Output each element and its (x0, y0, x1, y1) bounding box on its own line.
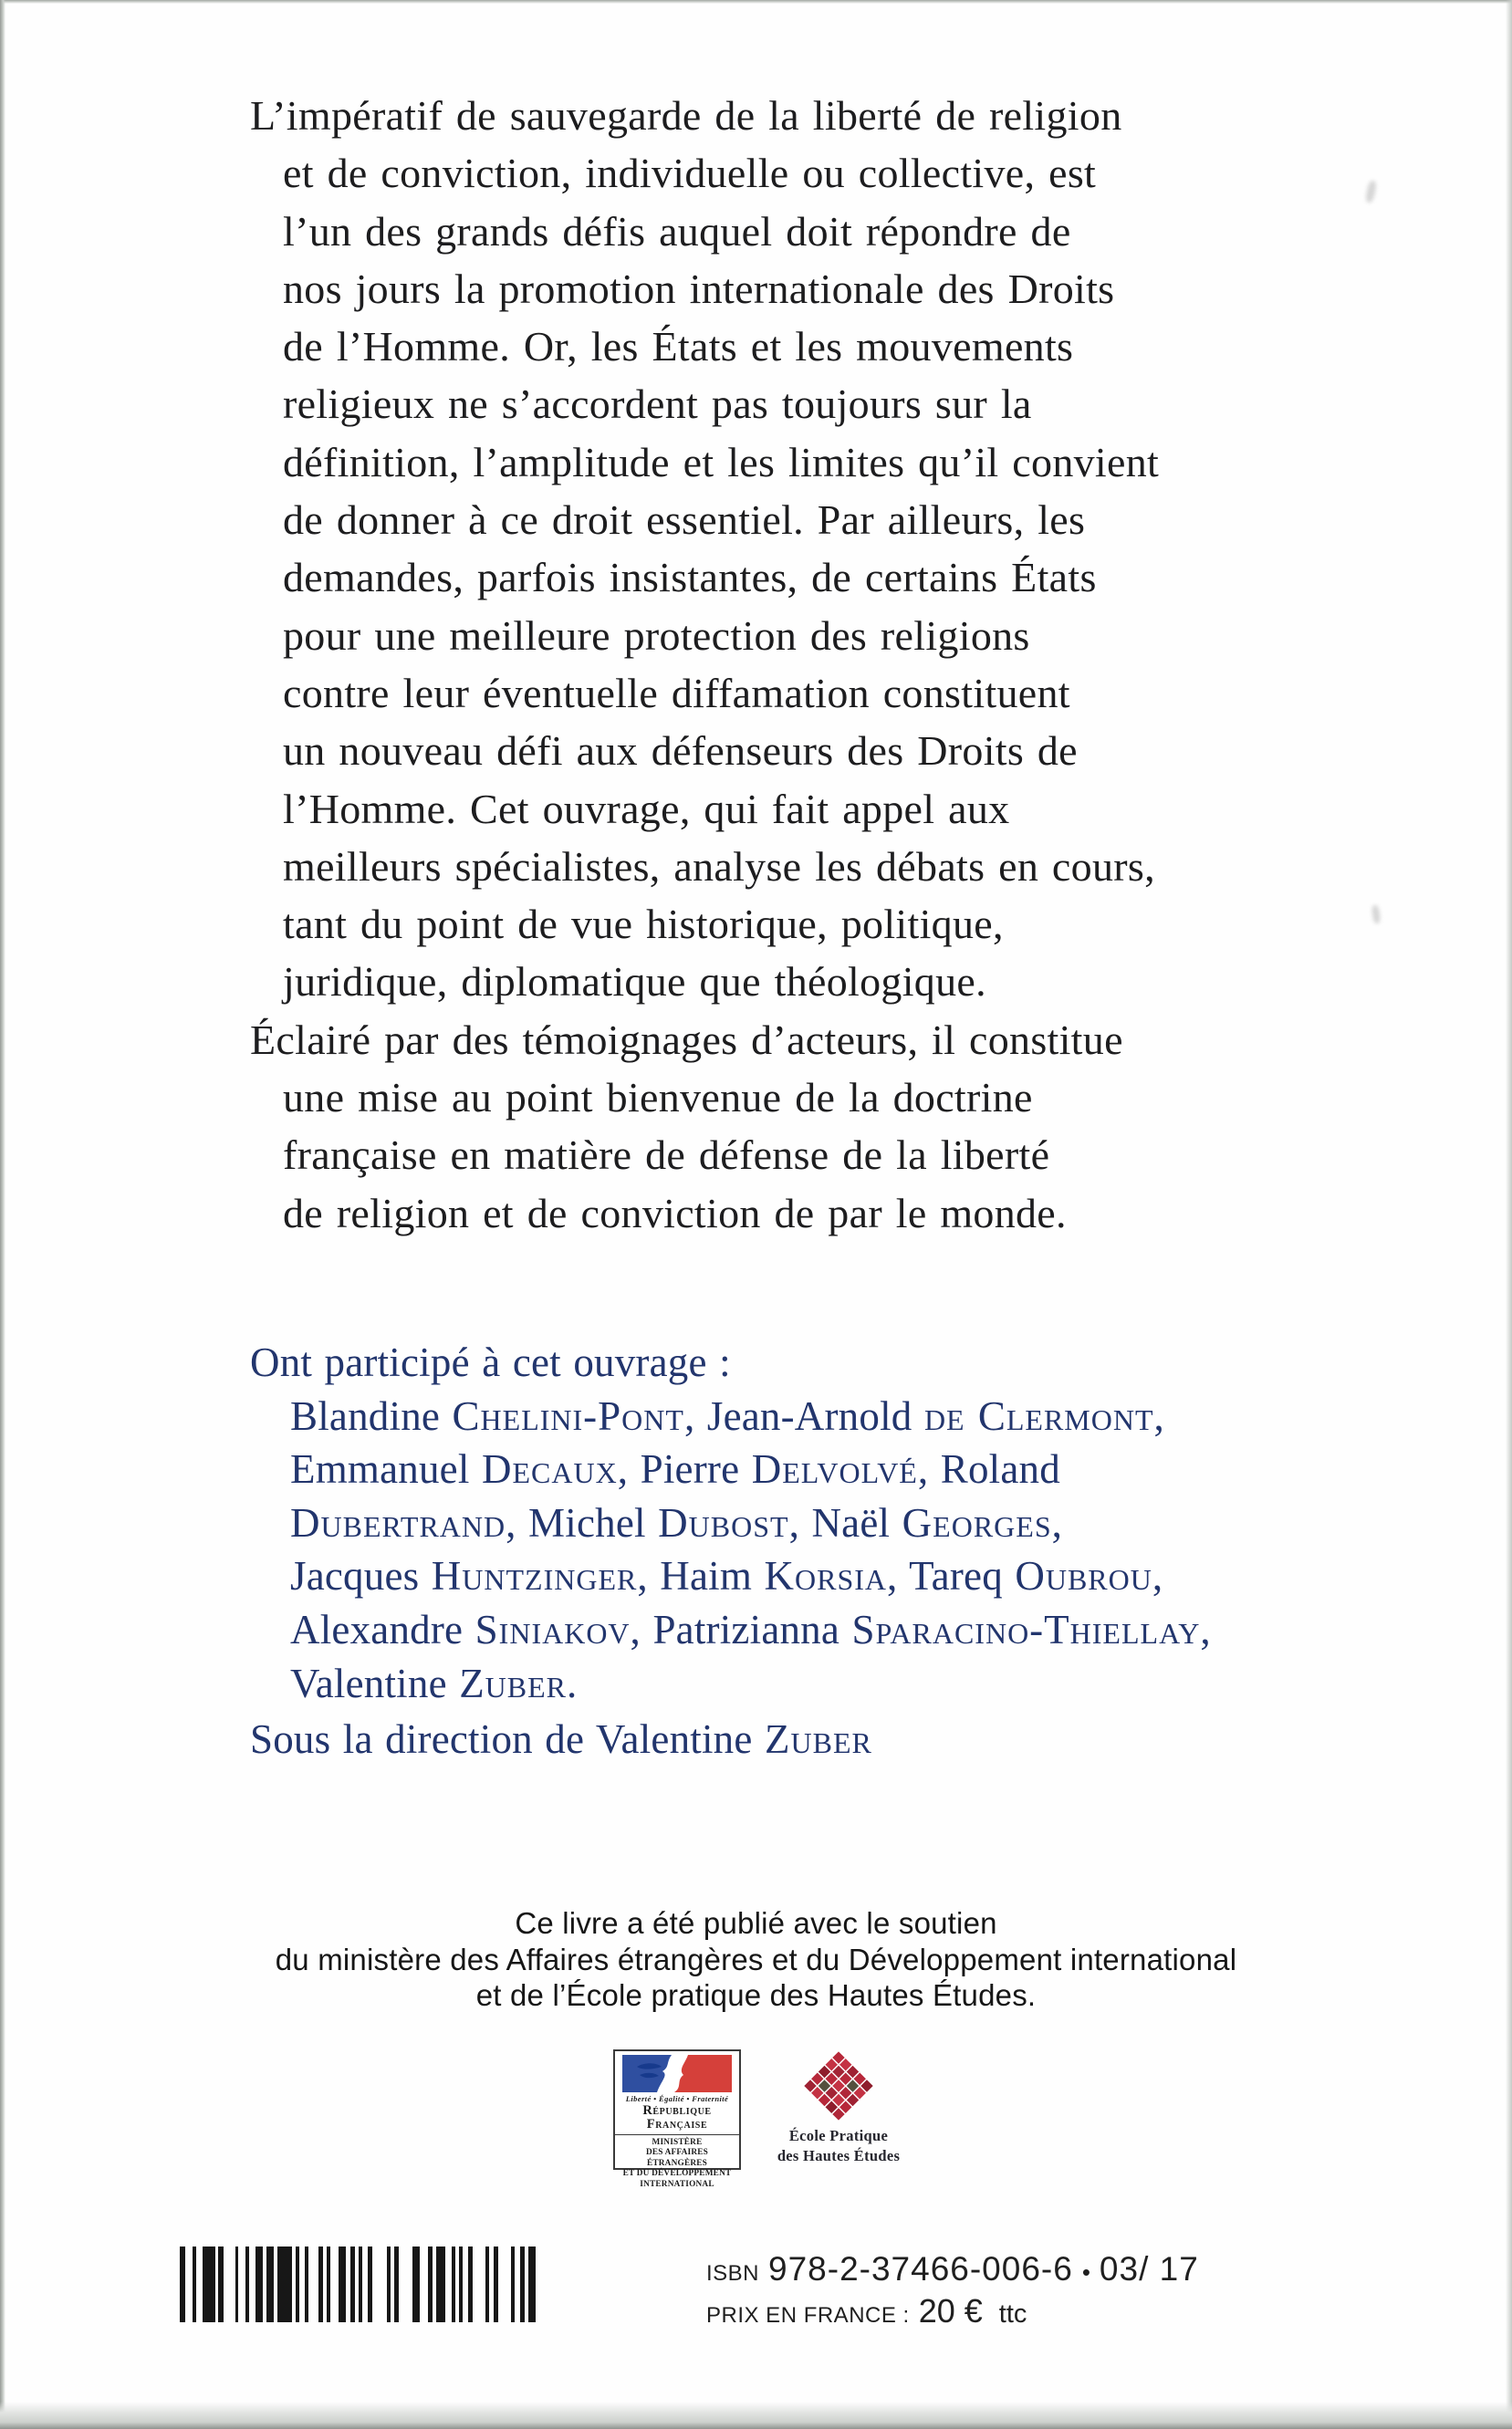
contributor-surname: Zuber (765, 1716, 872, 1763)
isbn-value: 978-2-37466-006-6 (768, 2250, 1073, 2288)
synopsis-line: de l’Homme. Or, les États et les mouvements (283, 323, 1074, 370)
contributor-line (290, 1443, 1211, 1496)
synopsis-line: tant du point de vue historique, politique, (283, 901, 1004, 948)
support-line: Ce livre a été publié avec le soutien (515, 1906, 997, 1940)
bullet-separator: • (1081, 2258, 1090, 2286)
contributor-text: , Tareq (887, 1553, 1016, 1600)
contributor-text: , Roland (917, 1446, 1060, 1493)
contributors-section (250, 1336, 1211, 1767)
support-line: et de l’École pratique des Hautes Études. (475, 1978, 1037, 2013)
scan-artifact (1371, 905, 1382, 924)
contributor-text: , (1152, 1553, 1163, 1600)
contributor-text: , (1051, 1499, 1063, 1546)
contributor-surname: Zuber (459, 1660, 568, 1706)
scan-edge-bottom (0, 2402, 1512, 2429)
contributor-line (290, 1657, 1211, 1711)
ministry-line: DES AFFAIRES ÉTRANGÈRES (645, 2148, 709, 2168)
synopsis-line: l’un des grands défis auquel doit répondre de (283, 207, 1071, 255)
contributor-text: Emmanuel (290, 1446, 482, 1493)
french-flag-marianne-icon (620, 2054, 734, 2093)
contributor-surname: Sparacino-Thiellay (851, 1606, 1201, 1652)
contributors-heading: Ont participé à cet ouvrage : (250, 1340, 731, 1385)
synopsis-line: de religion et de conviction de par le monde. (283, 1189, 1067, 1236)
ministry-line: INTERNATIONAL (640, 2179, 714, 2189)
contributor-surname: Georges (902, 1499, 1052, 1546)
contributor-line (290, 1390, 1211, 1444)
synopsis-line: meilleurs spécialistes, analyse les débats en cours, (283, 842, 1155, 890)
ephe-diamond-grid (804, 2051, 872, 2120)
ministry-motto: Liberté • Égalité • Fraternité (625, 2094, 729, 2103)
contributor-surname: Dubertrand (290, 1499, 506, 1546)
ephe-name-line2: des Hautes Études (777, 2146, 901, 2164)
ministry-lines (615, 2138, 739, 2190)
contributor-text: , Patrizianna (630, 1606, 852, 1652)
contributor-text: Alexandre (290, 1606, 475, 1652)
ministry-logo (613, 2049, 741, 2189)
scan-edge-left (0, 0, 5, 2429)
contributor-surname: Huntzinger (431, 1553, 638, 1600)
scan-edge-right (1506, 0, 1512, 2429)
contributor-surname: Siniakov (474, 1606, 631, 1652)
contributor-surname: Korsia (764, 1553, 888, 1600)
ministry-divider (615, 2134, 739, 2135)
price-suffix: ttc (998, 2299, 1027, 2329)
contributor-text: Valentine (290, 1660, 460, 1706)
edition-date: 03/ 17 (1099, 2250, 1199, 2288)
scan-artifact (1365, 180, 1378, 203)
isbn-line (706, 2250, 1199, 2288)
synopsis-line: un nouveau défi aux défenseurs des Droits de (283, 727, 1078, 775)
synopsis-line: demandes, parfois insistantes, de certains États (283, 554, 1097, 601)
ministry-line: ET DU DÉVELOPPEMENT (622, 2169, 732, 2179)
barcode (180, 2247, 536, 2322)
contributor-line (290, 1603, 1211, 1657)
isbn-label: ISBN (706, 2261, 760, 2286)
contributor-lines (290, 1390, 1211, 1711)
contributor-surname: Oubrou (1015, 1553, 1152, 1600)
direction-line (250, 1713, 1211, 1767)
synopsis-line: contre leur éventuelle diffamation constituent (283, 669, 1070, 716)
synopsis-line: de donner à ce droit essentiel. Par ailleurs, les (283, 496, 1086, 544)
republic-name: République Française (642, 2103, 712, 2132)
contributor-line (290, 1496, 1211, 1550)
contributor-text: , Pierre (617, 1446, 752, 1493)
synopsis-line: et de conviction, individuelle ou collective, est (283, 150, 1097, 197)
ephe-name (766, 2126, 912, 2165)
synopsis-line: religieux ne s’accordent pas toujours sur la (283, 381, 1032, 428)
synopsis-line: une mise au point bienvenue de la doctrine (283, 1074, 1033, 1121)
ephe-diamond-icon (802, 2050, 875, 2121)
price-value: 20 € (918, 2292, 983, 2330)
synopsis-line: l’Homme. Cet ouvrage, qui fait appel aux (283, 785, 1010, 832)
contributor-text: . (567, 1660, 578, 1706)
synopsis-line: L’impératif de sauvegarde de la liberté de religion (250, 92, 1122, 139)
ministry-line: MINISTÈRE (652, 2138, 703, 2147)
contributor-surname: Dubost (658, 1499, 789, 1546)
synopsis-line: pour une meilleure protection des religions (283, 611, 1030, 659)
support-note (0, 1905, 1512, 2014)
contributor-surname: Delvolvé (751, 1446, 918, 1493)
contributor-text: , Naël (788, 1499, 902, 1546)
contributor-text: Sous la direction de Valentine (250, 1716, 766, 1763)
scan-edge-top (0, 0, 1512, 4)
contributor-text: , (1153, 1392, 1164, 1439)
contributor-text: Jacques (290, 1553, 432, 1600)
price-line (706, 2292, 1027, 2330)
synopsis (250, 87, 1160, 1242)
contributor-text: Blandine (290, 1392, 453, 1439)
contributor-surname: Decaux (482, 1446, 618, 1493)
contributor-text: , Jean-Arnold (683, 1392, 924, 1439)
contributor-surname: Chelini-Pont (452, 1392, 684, 1439)
ephe-logo (766, 2050, 912, 2165)
synopsis-line: française en matière de défense de la liberté (283, 1131, 1050, 1179)
synopsis-line: définition, l’amplitude et les limites qu’il convient (283, 438, 1160, 485)
synopsis-line: juridique, diplomatique que théologique. (283, 958, 986, 1006)
synopsis-line: Éclairé par des témoignages d’acteurs, il constitue (250, 1016, 1123, 1063)
ephe-name-line1: École Pratique (788, 2127, 889, 2144)
support-line: du ministère des Affaires étrangères et du Développement international (275, 1942, 1237, 1976)
contributor-text: , Haim (637, 1553, 765, 1600)
contributor-text: , Michel (506, 1499, 659, 1546)
contributor-line (290, 1549, 1211, 1603)
price-label: PRIX EN FRANCE : (706, 2303, 910, 2328)
contributor-surname: de Clermont (923, 1392, 1154, 1439)
contributor-text: , (1200, 1606, 1211, 1652)
synopsis-line: nos jours la promotion internationale des Droits (283, 265, 1115, 312)
